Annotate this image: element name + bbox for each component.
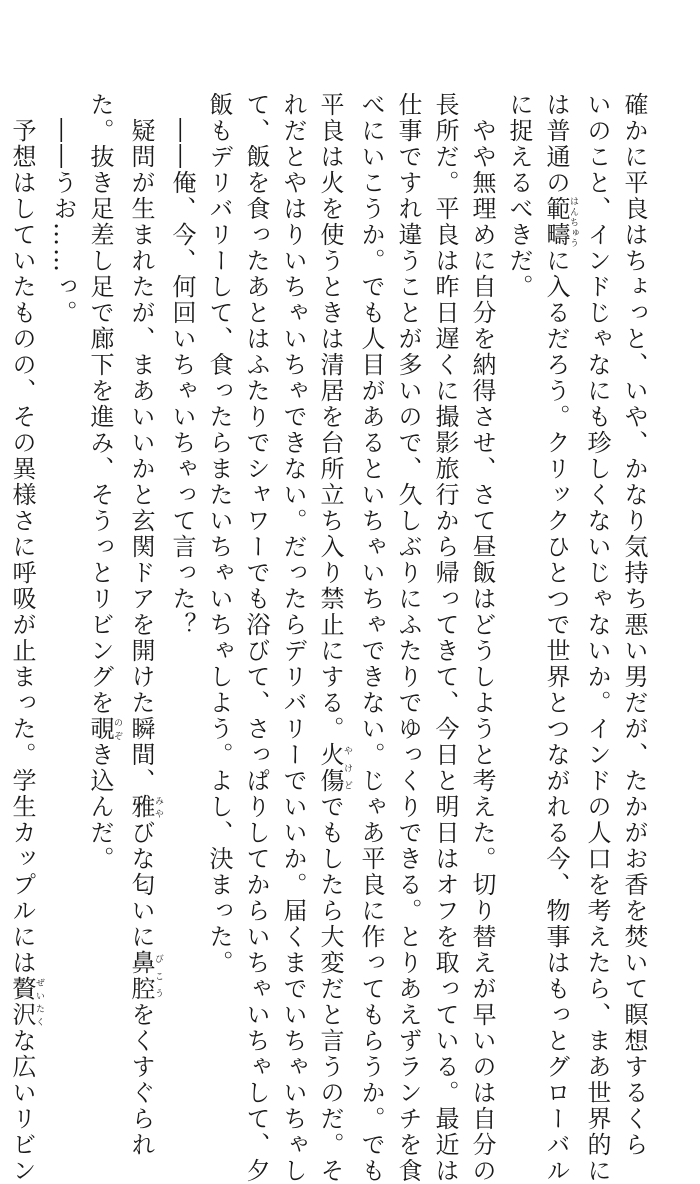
text-segment: は普通の (542, 92, 570, 196)
text-line: 飯もデリバリーして、食ったらまたいちゃいちゃしよう。よし、決まった。 (205, 92, 233, 976)
text-line: に捉えるべきだ。 (505, 92, 533, 300)
ruby-yakedo: 火傷やけど (316, 742, 352, 794)
vertical-text-body (3, 92, 652, 1184)
text-line: いのこと、インドじゃなにも珍しくないじゃないか。インドの人口を考えたら、まあ世界的に (583, 92, 611, 1184)
text-line: れだとやはりいちゃいちゃできない。だったらデリバリーでいいか。届くまでいちゃいちゃし (279, 92, 307, 1184)
text-line-with-ruby (537, 92, 578, 1184)
text-line-with-ruby: 疑問が生まれたが、まあいいかと玄関ドアを開けた瞬間、雅みやびな匂いに鼻腔びこうをくすぐられ (127, 92, 163, 1158)
text-line: 長所だ。平良は昨日遅くに撮影旅行から帰ってきて、今日と明日はオフを取っている。最近は (431, 92, 459, 1184)
text-line: やや無理めに自分を納得させ、さて昼飯はどうしようと考えた。切り替えが早いのは自分の (468, 92, 496, 1184)
text-line: ――うお……っ。 (49, 92, 77, 326)
text-line-with-ruby: 平良は火を使うときは清居を台所立ち入り禁止にする。火傷やけどでもしたら大変だと言うのだ。そ (316, 92, 352, 1184)
text-line: 確かに平良はちょっと、いや、かなり気持ち悪い男だが、たかがお香を焚いて瞑想するくら (620, 92, 648, 1158)
ruby-zeitaku: 贅沢ぜいたく (8, 976, 44, 1028)
ruby-nozo: 覗のぞ (86, 716, 122, 742)
text-line: べにいこうか。でも人目があるといちゃいちゃできない。じゃあ平良に作ってもらうか。でも (357, 92, 385, 1184)
ruby-miya: 雅みや (127, 794, 163, 820)
text-line: 仕事ですれ違うことが多いので、久しぶりにふたりでゆっくりできる。とりあえずランチを食 (394, 92, 422, 1184)
text-line-with-ruby: 予想はしていたものの、その異様さに呼吸が止まった。学生カップルには贅沢ぜいたくな広いリビン (8, 92, 44, 1184)
ruby-bikou: 鼻腔びこう (127, 950, 163, 1002)
text-line: て、飯を食ったあとはふたりでシャワーでも浴びて、さっぱりしてからいちゃいちゃして、夕 (242, 92, 270, 1184)
text-line: ――俺、今、何回いちゃいちゃって言った？ (168, 92, 196, 638)
text-line-with-ruby: た。抜き足差し足で廊下を進み、そうっとリビングを覗のぞき込んだ。 (86, 92, 122, 872)
ruby-hanchuu: 範疇はんちゅう (542, 196, 578, 248)
text-segment: に入るだろう。クリックひとつで世界とつながれる今、物事はもっとグローバル (542, 248, 570, 1184)
